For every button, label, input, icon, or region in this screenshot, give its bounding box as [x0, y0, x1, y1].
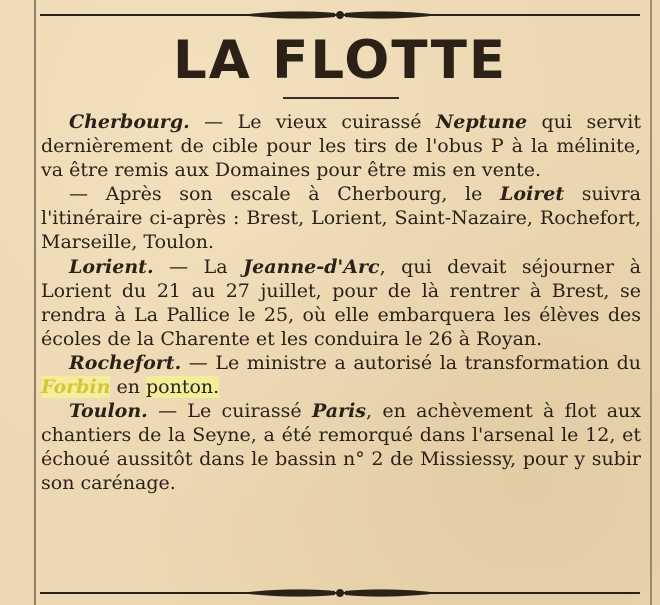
headline: LA FLOTTE	[172, 30, 508, 91]
place-name: Lorient.	[69, 255, 154, 278]
column-rule-left	[34, 0, 36, 605]
paragraph-rochefort	[41, 351, 641, 399]
column-rule-right	[650, 0, 652, 605]
paragraph-lorient	[41, 255, 641, 351]
ship-name: Jeanne-d'Arc	[243, 255, 380, 278]
paragraph-text: — Le cuirassé	[147, 400, 312, 423]
ship-name: Loiret	[500, 183, 565, 206]
article-body	[41, 110, 641, 496]
headline-underline	[283, 97, 399, 99]
paragraph-text: qui servit dernièrement de cible pour les tirs de l'obus P à la mélinite, va être remis aux Domaines pour être mis en vente.	[41, 111, 641, 182]
paragraph-toulon	[41, 399, 641, 495]
ship-name-highlighted: Forbin	[41, 376, 111, 399]
ship-name: Paris	[311, 400, 366, 423]
paragraph-text: , qui devait séjourner à Lorient du 21 au 27 juillet, pour de là rentrer à Brest, se rendra à La Pallice le 25, où elle embarquera les élèves des écoles de la Charente et les conduira le 26 à Royan.	[41, 255, 641, 350]
paragraph-text: — Après son escale à Cherbourg, le	[69, 183, 501, 206]
paragraph-text: suivra l'itinéraire ci-après : Brest, Lorient, Saint-Nazaire, Rochefort, Marseille, Toulon.	[41, 183, 642, 254]
paragraph-text: — Le vieux cuirassé	[189, 111, 436, 133]
place-name: Rochefort.	[69, 351, 182, 374]
bottom-ornament-rule	[40, 585, 640, 601]
top-ornament-rule	[40, 7, 640, 23]
place-name: Cherbourg.	[69, 111, 190, 133]
paragraph-text: en	[110, 376, 147, 399]
paragraph-cherbourg	[41, 110, 641, 182]
paragraph-text: , en achèvement à flot aux chantiers de la Seyne, a été remorqué dans l'arsenal le 12, et échoué aussitôt dans le bassin n° 2 de Missiessy, pour y subir son carénage.	[41, 400, 641, 495]
ship-name: Neptune	[435, 111, 528, 133]
paragraph-text: — Le ministre a autorisé la transformation du	[181, 351, 641, 374]
highlighted-text: ponton.	[146, 376, 220, 399]
paragraph-loiret	[41, 182, 641, 254]
place-name: Toulon.	[69, 400, 148, 423]
paragraph-text: — La	[153, 255, 244, 278]
